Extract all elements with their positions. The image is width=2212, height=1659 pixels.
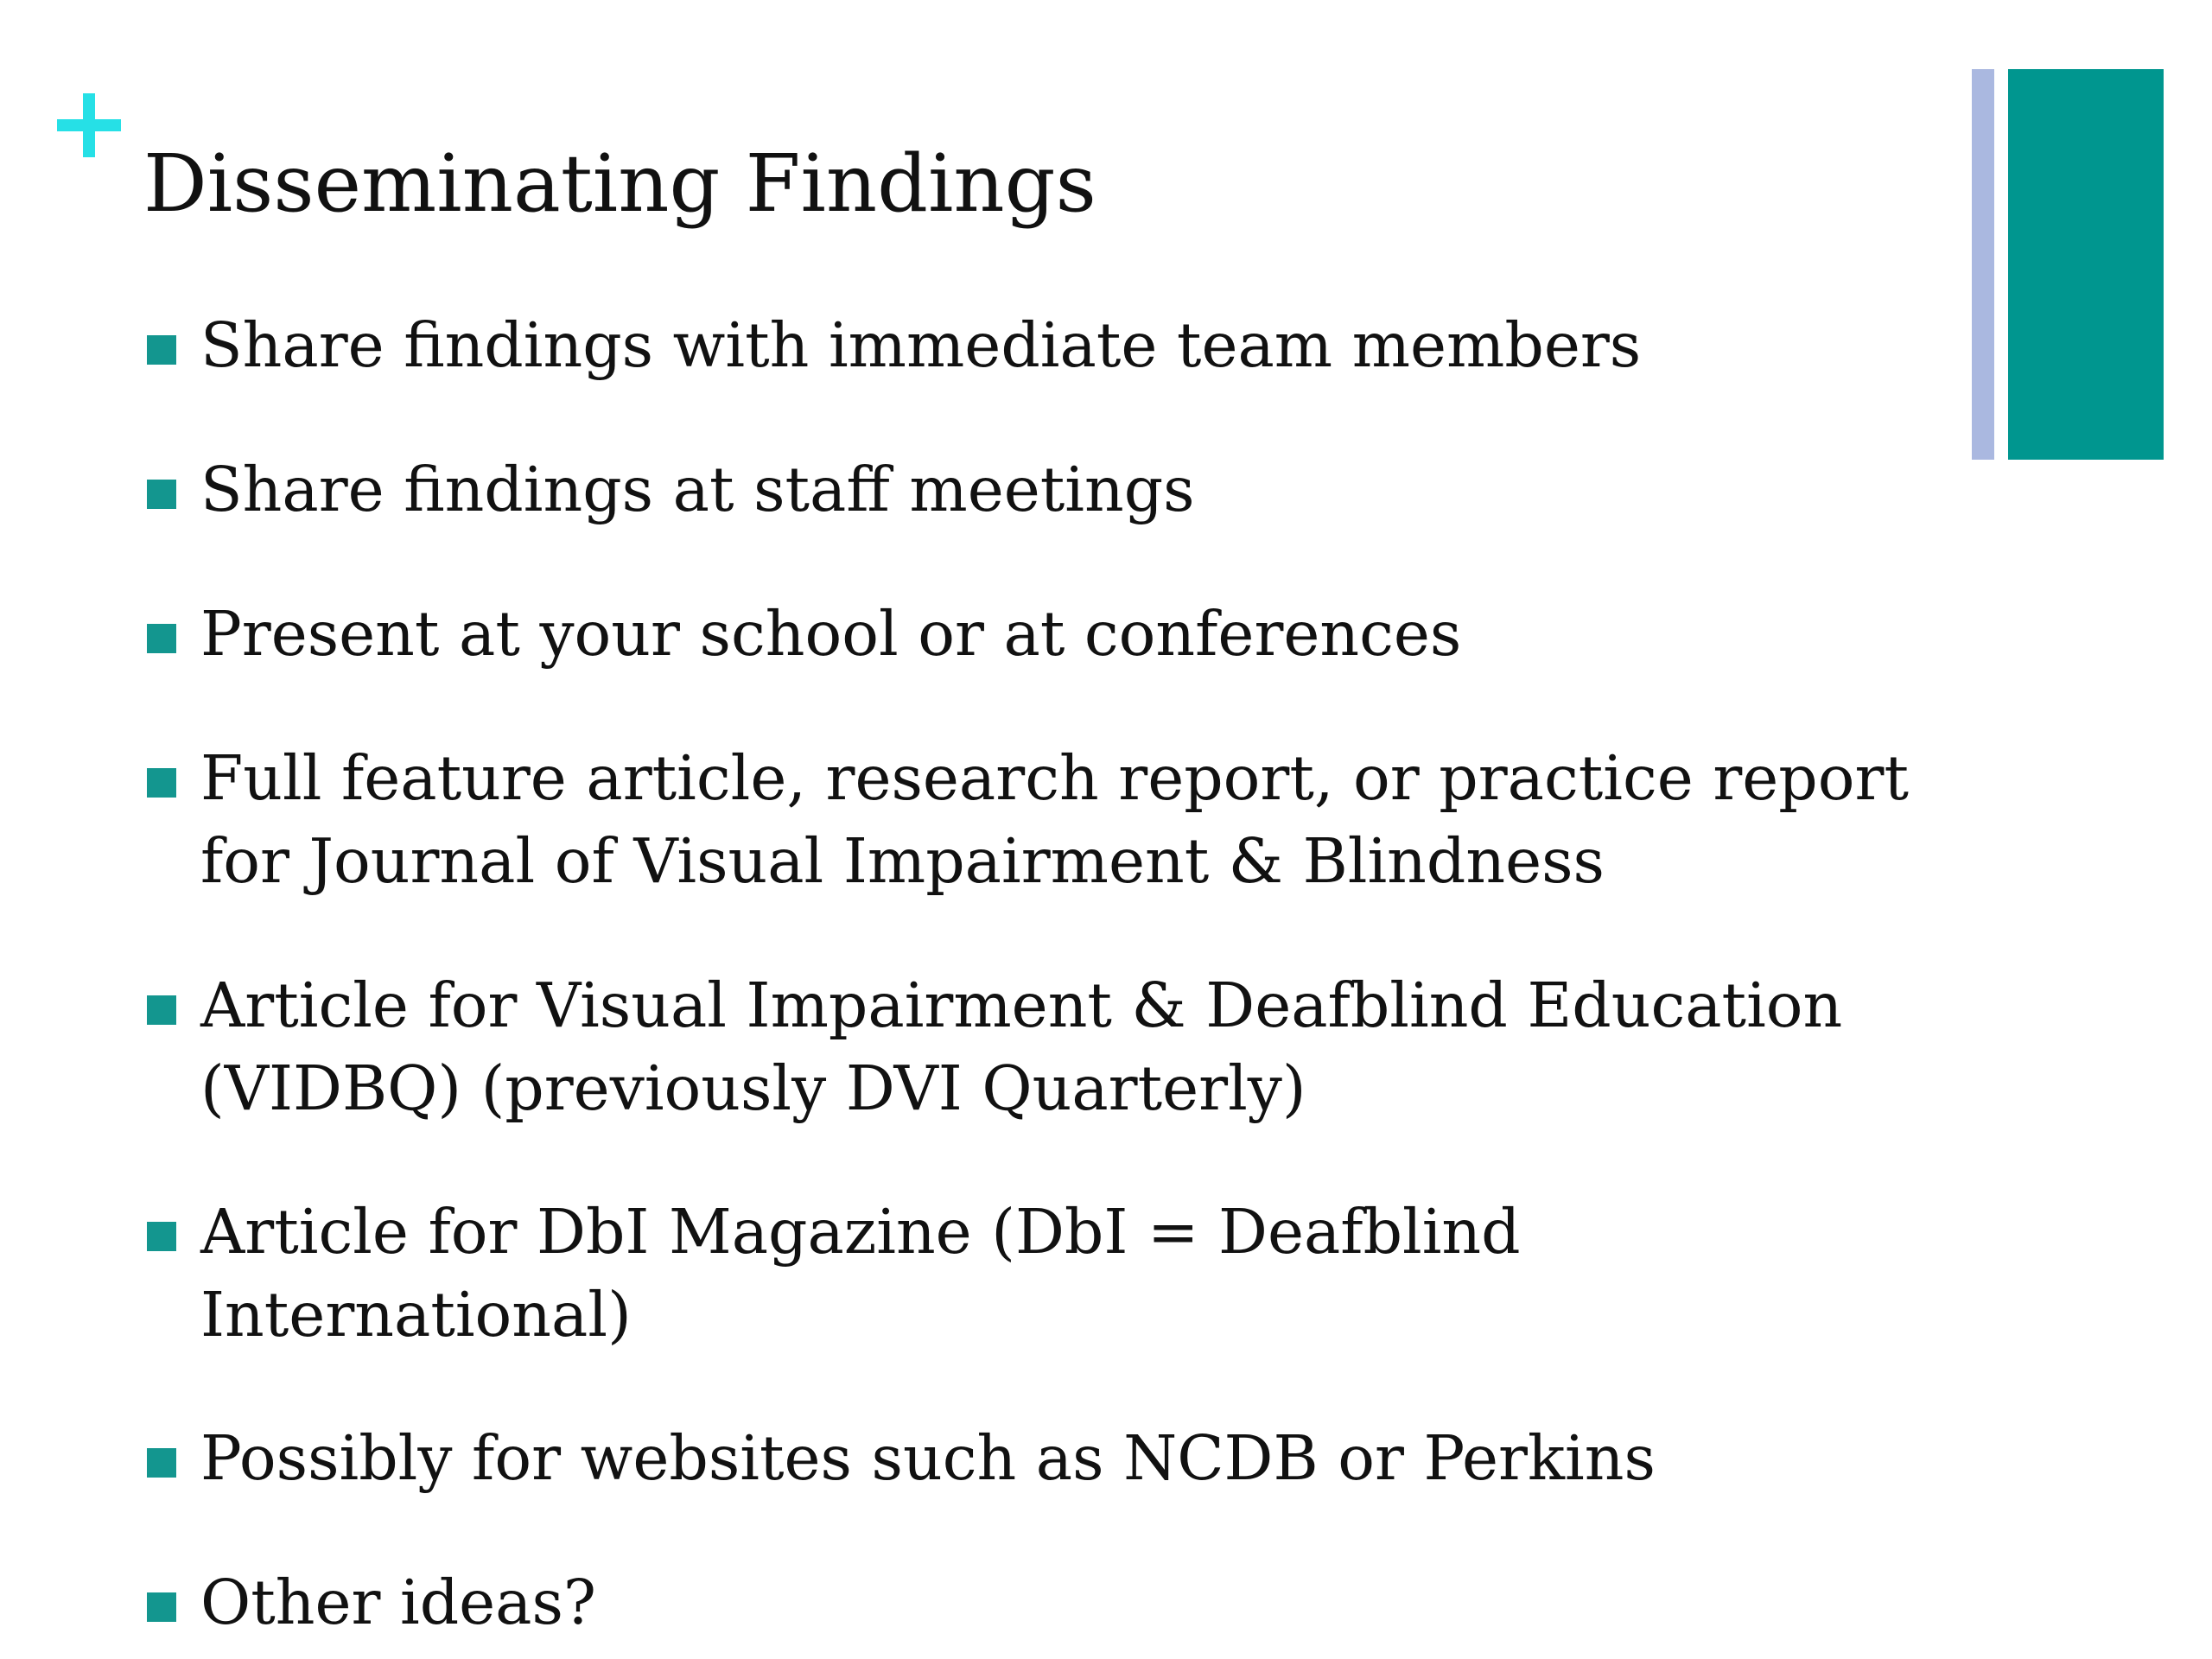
accent-bar-wide	[2008, 69, 2164, 460]
bullet-text: Article for DbI Magazine (DbI = Deafblind International)	[200, 1196, 1521, 1351]
square-bullet-icon	[147, 1448, 176, 1478]
bullet-text: Present at your school or at conferences	[200, 598, 1462, 670]
plus-icon	[57, 93, 121, 157]
bullet-text: Share findings with immediate team members	[200, 309, 1642, 381]
accent-bar-thin	[1972, 69, 1994, 460]
bullet-text: Possibly for websites such as NCDB or Perkins	[200, 1422, 1656, 1494]
bullet-text: Share findings at staff meetings	[200, 454, 1195, 525]
square-bullet-icon	[147, 1222, 176, 1251]
bullet-text: Full feature article, research report, or practice report for Journal of Visual Impairment & Blindness	[200, 742, 1909, 897]
square-bullet-icon	[147, 995, 176, 1025]
bullet-text: Article for Visual Impairment & Deafblind Education (VIDBQ) (previously DVI Quarterly)	[200, 969, 1843, 1124]
bullet-text: Other ideas?	[200, 1567, 596, 1638]
square-bullet-icon	[147, 1592, 176, 1622]
square-bullet-icon	[147, 480, 176, 509]
square-bullet-icon	[147, 768, 176, 798]
square-bullet-icon	[147, 335, 176, 365]
slide-title: Disseminating Findings	[143, 137, 1096, 230]
square-bullet-icon	[147, 624, 176, 653]
